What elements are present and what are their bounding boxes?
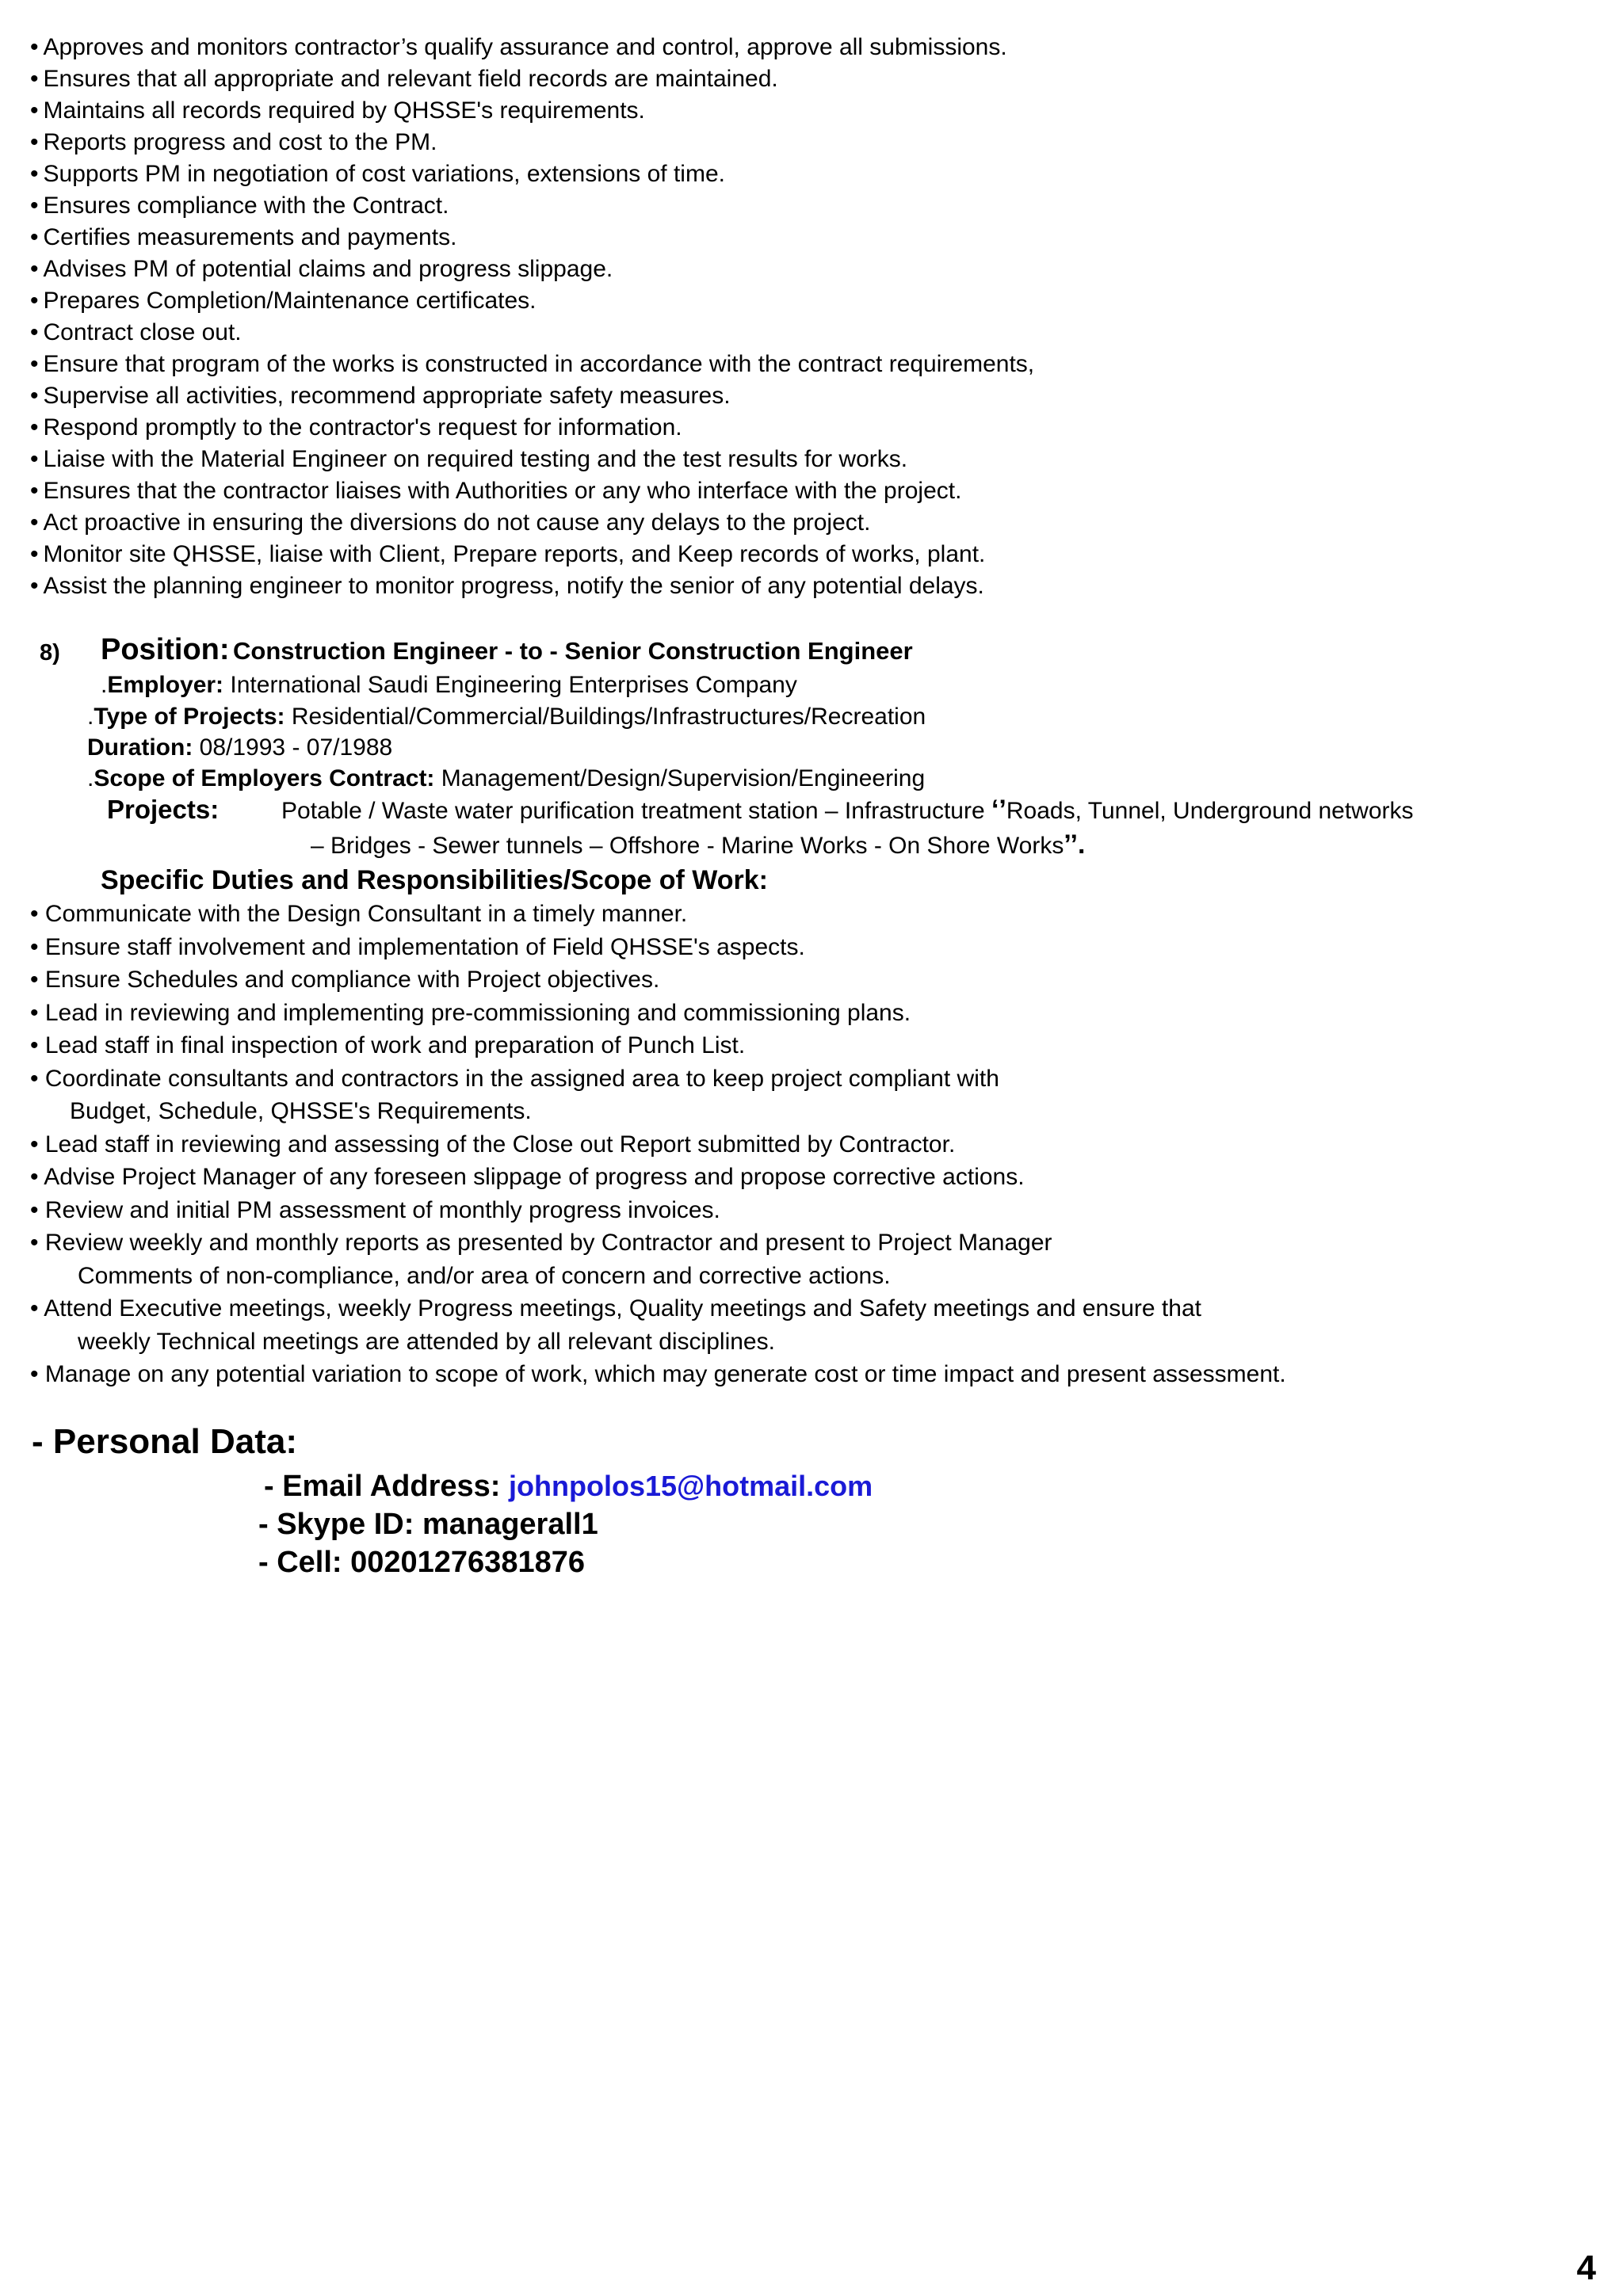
duties-list	[30, 898, 1599, 1391]
email-line	[264, 1467, 873, 1505]
duration-value: 08/1993 - 07/1988	[199, 734, 393, 761]
responsibilities-list-top	[30, 32, 1599, 602]
list-item: • Advise Project Manager of any foreseen slippage of progress and propose corrective actions.	[30, 1164, 1025, 1190]
list-item: • Act proactive in ensuring the diversions do not cause any delays to the project.	[30, 509, 871, 536]
list-item: • Ensures compliance with the Contract.	[30, 193, 449, 219]
list-item: • Maintains all records required by QHSSE's requirements.	[30, 97, 645, 124]
section-number: 8)	[40, 640, 60, 666]
employer-line: .Employer: International Saudi Engineering Enterprises Company	[101, 672, 797, 698]
email-link[interactable]: johnpolos15@hotmail.com	[509, 1470, 873, 1502]
personal-data-heading: - Personal Data:	[32, 1422, 297, 1461]
type-of-projects-value: Residential/Commercial/Buildings/Infrastructures/Recreation	[291, 704, 926, 730]
list-item: • Assist the planning engineer to monitor progress, notify the senior of any potential delays.	[30, 573, 984, 599]
employer-value: International Saudi Engineering Enterprises Company	[230, 672, 797, 698]
list-item: • Certifies measurements and payments.	[30, 224, 457, 250]
list-item: • Prepares Completion/Maintenance certificates.	[30, 288, 537, 314]
scope-line: .Scope of Employers Contract: Management/Design/Supervision/Engineering	[87, 765, 926, 791]
scope-value: Management/Design/Supervision/Engineering	[441, 765, 926, 791]
list-item-continuation: weekly Technical meetings are attended by all relevant disciplines.	[78, 1328, 775, 1355]
list-item: • Ensures that all appropriate and relevant field records are maintained.	[30, 66, 778, 92]
type-of-projects-label: Type of Projects:	[94, 704, 285, 730]
list-item: • Coordinate consultants and contractors in the assigned area to keep project compliant with	[30, 1065, 999, 1092]
type-of-projects-line: .Type of Projects: Residential/Commercial/Buildings/Infrastructures/Recreation	[87, 704, 926, 730]
duties-heading: Specific Duties and Responsibilities/Scope of Work:	[101, 865, 768, 895]
list-item: • Communicate with the Design Consultant in a timely manner.	[30, 901, 688, 927]
position-line	[101, 631, 913, 675]
page-number: 4	[1576, 2248, 1596, 2287]
list-item: • Ensure Schedules and compliance with Project objectives.	[30, 967, 660, 993]
list-item: • Ensures that the contractor liaises with Authorities or any who interface with the project.	[30, 478, 962, 504]
email-label: - Email Address:	[264, 1470, 501, 1503]
list-item: • Liaise with the Material Engineer on required testing and the test results for works.	[30, 446, 908, 472]
list-item: • Attend Executive meetings, weekly Progress meetings, Quality meetings and Safety meetings and ensure that	[30, 1295, 1201, 1322]
list-item: • Manage on any potential variation to scope of work, which may generate cost or time impact and present assessment.	[30, 1361, 1286, 1387]
projects-text: Potable / Waste water purification treatment station – Infrastructure ‘’Roads, Tunnel, Underground networks	[281, 795, 1414, 825]
position-value: Construction Engineer - to - Senior Construction Engineer	[233, 637, 913, 665]
scope-label: Scope of Employers Contract:	[94, 765, 435, 791]
cell-line: - Cell: 00201276381876	[258, 1546, 585, 1579]
list-item-continuation: Budget, Schedule, QHSSE's Requirements.	[70, 1098, 532, 1124]
list-item: • Advises PM of potential claims and progress slippage.	[30, 256, 613, 282]
list-item: • Reports progress and cost to the PM.	[30, 129, 437, 155]
list-item: • Supports PM in negotiation of cost variations, extensions of time.	[30, 161, 725, 187]
list-item: • Lead in reviewing and implementing pre-commissioning and commissioning plans.	[30, 999, 911, 1026]
list-item: • Respond promptly to the contractor's request for information.	[30, 414, 682, 441]
position-label: Position:	[101, 633, 230, 666]
projects-label: Projects:	[107, 795, 220, 824]
list-item: • Ensure that program of the works is constructed in accordance with the contract requirements,	[30, 351, 1035, 377]
duration-label: Duration:	[87, 734, 193, 761]
list-item: • Review weekly and monthly reports as presented by Contractor and present to Project Manager	[30, 1230, 1052, 1256]
list-item-continuation: Comments of non-compliance, and/or area of concern and corrective actions.	[78, 1262, 891, 1289]
list-item: • Supervise all activities, recommend appropriate safety measures.	[30, 383, 731, 409]
employer-label: Employer:	[107, 672, 224, 698]
list-item: • Lead staff in final inspection of work and preparation of Punch List.	[30, 1032, 746, 1058]
duration-line	[87, 733, 392, 763]
skype-line: - Skype ID: managerall1	[258, 1508, 598, 1541]
list-item: • Contract close out.	[30, 319, 242, 345]
list-item: • Monitor site QHSSE, liaise with Client, Prepare reports, and Keep records of works, plant.	[30, 541, 986, 567]
list-item: • Review and initial PM assessment of monthly progress invoices.	[30, 1196, 720, 1223]
list-item: • Ensure staff involvement and implementation of Field QHSSE's aspects.	[30, 933, 805, 960]
list-item: • Lead staff in reviewing and assessing of the Close out Report submitted by Contractor.	[30, 1131, 956, 1158]
list-item: • Approves and monitors contractor’s qualify assurance and control, approve all submissions.	[30, 34, 1007, 60]
projects-text-continued: – Bridges - Sewer tunnels – Offshore - Marine Works - On Shore Works’’.	[311, 830, 1086, 860]
